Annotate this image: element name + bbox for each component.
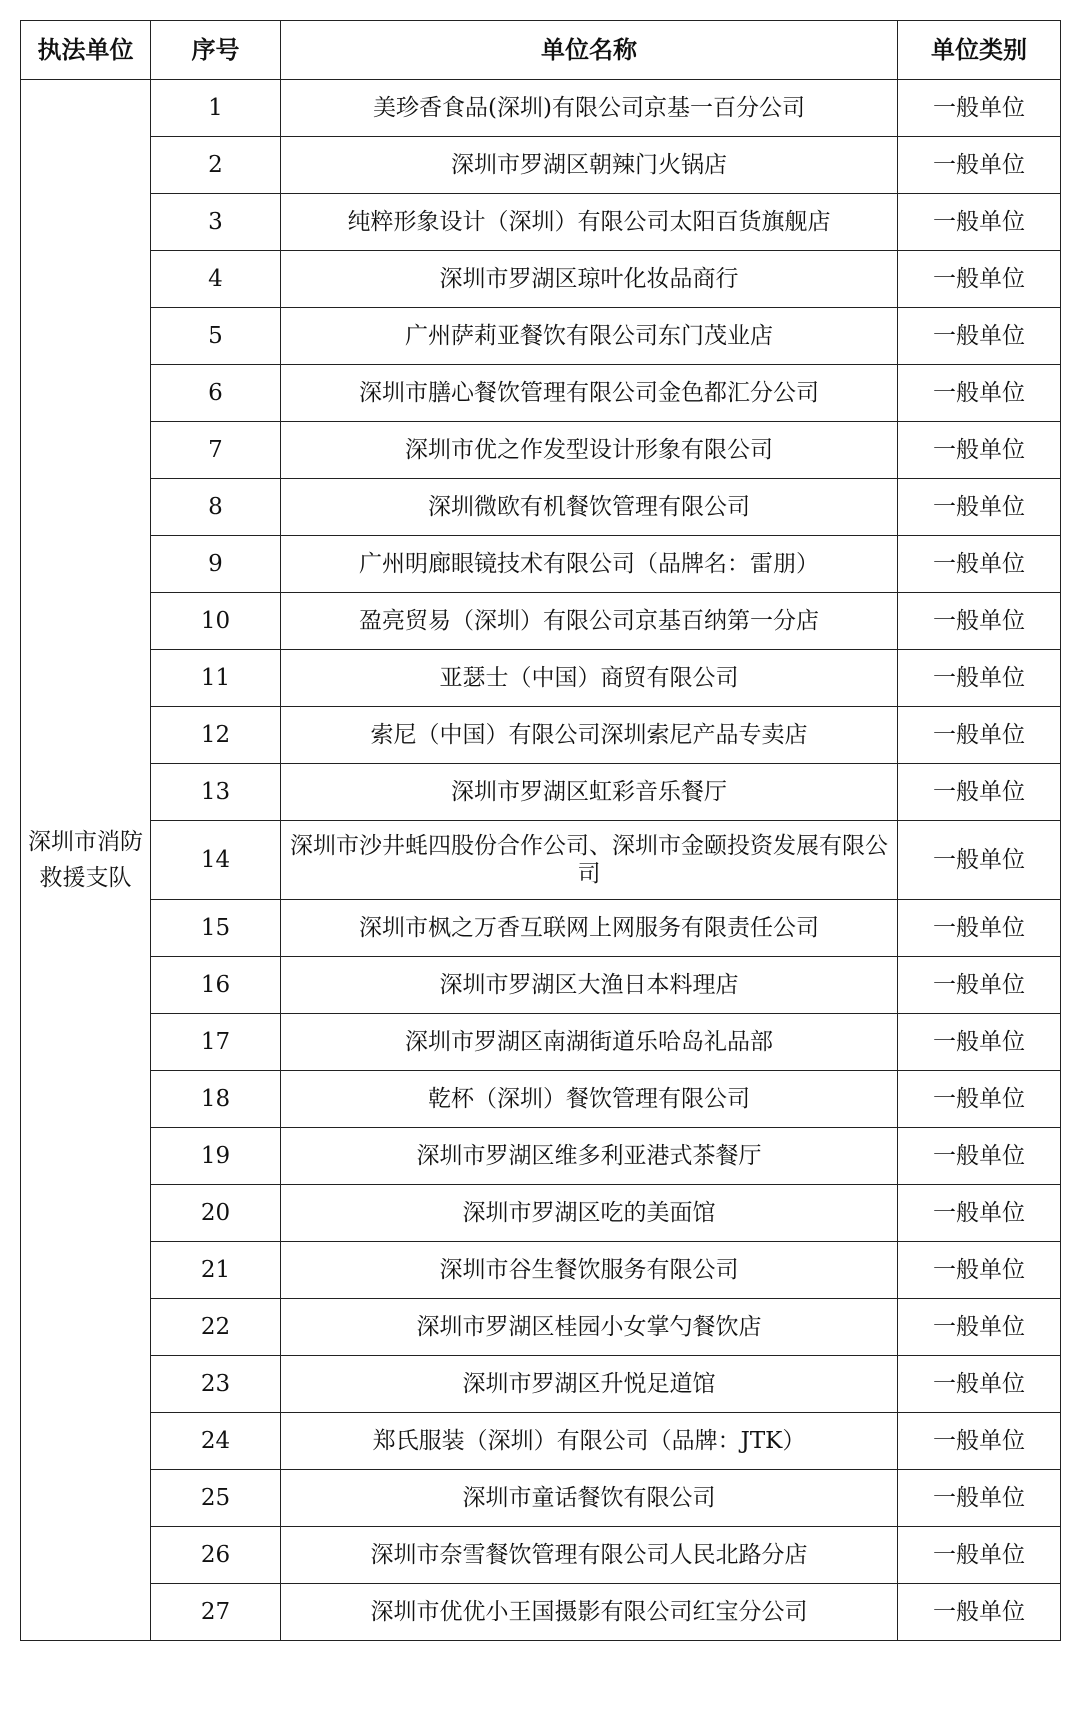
unit-type: 一般单位 — [898, 650, 1061, 707]
unit-name: 深圳市童话餐饮有限公司 — [281, 1470, 898, 1527]
table-row — [21, 194, 1061, 251]
header-row — [21, 21, 1061, 80]
row-number: 12 — [151, 707, 281, 764]
table-row — [21, 900, 1061, 957]
table-row — [21, 422, 1061, 479]
unit-type: 一般单位 — [898, 1071, 1061, 1128]
table-row — [21, 1527, 1061, 1584]
row-number: 27 — [151, 1584, 281, 1641]
table-row — [21, 365, 1061, 422]
row-number: 6 — [151, 365, 281, 422]
unit-type: 一般单位 — [898, 536, 1061, 593]
unit-type: 一般单位 — [898, 308, 1061, 365]
row-number: 18 — [151, 1071, 281, 1128]
unit-name: 盈亮贸易（深圳）有限公司京基百纳第一分店 — [281, 593, 898, 650]
table-row — [21, 1242, 1061, 1299]
unit-name: 深圳市罗湖区吃的美面馆 — [281, 1185, 898, 1242]
row-number: 14 — [151, 821, 281, 900]
row-number: 25 — [151, 1470, 281, 1527]
unit-type: 一般单位 — [898, 593, 1061, 650]
unit-type: 一般单位 — [898, 251, 1061, 308]
unit-type: 一般单位 — [898, 957, 1061, 1014]
unit-name: 深圳市罗湖区大渔日本料理店 — [281, 957, 898, 1014]
unit-type: 一般单位 — [898, 707, 1061, 764]
row-number: 8 — [151, 479, 281, 536]
table-row — [21, 479, 1061, 536]
row-number: 22 — [151, 1299, 281, 1356]
table-row — [21, 80, 1061, 137]
table-row — [21, 1071, 1061, 1128]
unit-name: 深圳市膳心餐饮管理有限公司金色都汇分公司 — [281, 365, 898, 422]
row-number: 15 — [151, 900, 281, 957]
unit-type: 一般单位 — [898, 422, 1061, 479]
unit-type: 一般单位 — [898, 1299, 1061, 1356]
header-unit-type: 单位类别 — [898, 21, 1061, 80]
unit-name: 深圳市沙井蚝四股份合作公司、深圳市金颐投资发展有限公司 — [281, 821, 898, 900]
unit-type: 一般单位 — [898, 194, 1061, 251]
table-row — [21, 1356, 1061, 1413]
table-row — [21, 1014, 1061, 1071]
units-table — [20, 20, 1061, 1641]
table-row — [21, 1584, 1061, 1641]
table-row — [21, 308, 1061, 365]
unit-type: 一般单位 — [898, 1242, 1061, 1299]
row-number: 20 — [151, 1185, 281, 1242]
table-row — [21, 1413, 1061, 1470]
row-number: 1 — [151, 80, 281, 137]
table-body — [21, 80, 1061, 1641]
unit-type: 一般单位 — [898, 821, 1061, 900]
unit-name: 深圳微欧有机餐饮管理有限公司 — [281, 479, 898, 536]
unit-type: 一般单位 — [898, 80, 1061, 137]
row-number: 24 — [151, 1413, 281, 1470]
header-unit-name: 单位名称 — [281, 21, 898, 80]
unit-name: 深圳市优之作发型设计形象有限公司 — [281, 422, 898, 479]
unit-name: 深圳市罗湖区桂园小女掌勺餐饮店 — [281, 1299, 898, 1356]
unit-name: 亚瑟士（中国）商贸有限公司 — [281, 650, 898, 707]
table-row — [21, 1128, 1061, 1185]
unit-name: 广州萨莉亚餐饮有限公司东门茂业店 — [281, 308, 898, 365]
row-number: 21 — [151, 1242, 281, 1299]
unit-type: 一般单位 — [898, 1413, 1061, 1470]
unit-name: 深圳市罗湖区朝辣门火锅店 — [281, 137, 898, 194]
table-row — [21, 707, 1061, 764]
row-number: 16 — [151, 957, 281, 1014]
document-page — [20, 20, 1060, 1641]
unit-type: 一般单位 — [898, 479, 1061, 536]
unit-type: 一般单位 — [898, 1584, 1061, 1641]
row-number: 23 — [151, 1356, 281, 1413]
unit-type: 一般单位 — [898, 1014, 1061, 1071]
row-number: 5 — [151, 308, 281, 365]
row-number: 7 — [151, 422, 281, 479]
table-row — [21, 251, 1061, 308]
row-number: 4 — [151, 251, 281, 308]
row-number: 26 — [151, 1527, 281, 1584]
row-number: 10 — [151, 593, 281, 650]
unit-type: 一般单位 — [898, 1470, 1061, 1527]
table-row — [21, 764, 1061, 821]
row-number: 9 — [151, 536, 281, 593]
unit-name: 深圳市奈雪餐饮管理有限公司人民北路分店 — [281, 1527, 898, 1584]
unit-name: 广州明廊眼镜技术有限公司（品牌名：雷朋） — [281, 536, 898, 593]
table-row — [21, 1185, 1061, 1242]
unit-name: 索尼（中国）有限公司深圳索尼产品专卖店 — [281, 707, 898, 764]
table-row — [21, 137, 1061, 194]
unit-type: 一般单位 — [898, 365, 1061, 422]
table-row — [21, 536, 1061, 593]
table-row — [21, 1299, 1061, 1356]
unit-name: 深圳市枫之万香互联网上网服务有限责任公司 — [281, 900, 898, 957]
unit-type: 一般单位 — [898, 1527, 1061, 1584]
unit-name: 纯粹形象设计（深圳）有限公司太阳百货旗舰店 — [281, 194, 898, 251]
unit-name: 深圳市优优小王国摄影有限公司红宝分公司 — [281, 1584, 898, 1641]
unit-type: 一般单位 — [898, 1356, 1061, 1413]
table-row — [21, 957, 1061, 1014]
agency-cell: 深圳市消防救援支队 — [21, 80, 151, 1641]
unit-name: 深圳市罗湖区虹彩音乐餐厅 — [281, 764, 898, 821]
unit-name: 深圳市罗湖区琼叶化妆品商行 — [281, 251, 898, 308]
row-number: 11 — [151, 650, 281, 707]
unit-name: 美珍香食品(深圳)有限公司京基一百分公司 — [281, 80, 898, 137]
unit-name: 深圳市罗湖区南湖街道乐哈岛礼品部 — [281, 1014, 898, 1071]
unit-name: 乾杯（深圳）餐饮管理有限公司 — [281, 1071, 898, 1128]
row-number: 17 — [151, 1014, 281, 1071]
unit-type: 一般单位 — [898, 137, 1061, 194]
row-number: 2 — [151, 137, 281, 194]
unit-name: 深圳市罗湖区升悦足道馆 — [281, 1356, 898, 1413]
row-number: 13 — [151, 764, 281, 821]
unit-type: 一般单位 — [898, 1128, 1061, 1185]
row-number: 3 — [151, 194, 281, 251]
header-number: 序号 — [151, 21, 281, 80]
table-row — [21, 593, 1061, 650]
unit-type: 一般单位 — [898, 900, 1061, 957]
table-row — [21, 1470, 1061, 1527]
unit-name: 深圳市谷生餐饮服务有限公司 — [281, 1242, 898, 1299]
unit-name: 郑氏服装（深圳）有限公司（品牌：JTK） — [281, 1413, 898, 1470]
unit-name: 深圳市罗湖区维多利亚港式茶餐厅 — [281, 1128, 898, 1185]
table-row — [21, 821, 1061, 900]
table-row — [21, 650, 1061, 707]
row-number: 19 — [151, 1128, 281, 1185]
header-agency: 执法单位 — [21, 21, 151, 80]
unit-type: 一般单位 — [898, 1185, 1061, 1242]
unit-type: 一般单位 — [898, 764, 1061, 821]
